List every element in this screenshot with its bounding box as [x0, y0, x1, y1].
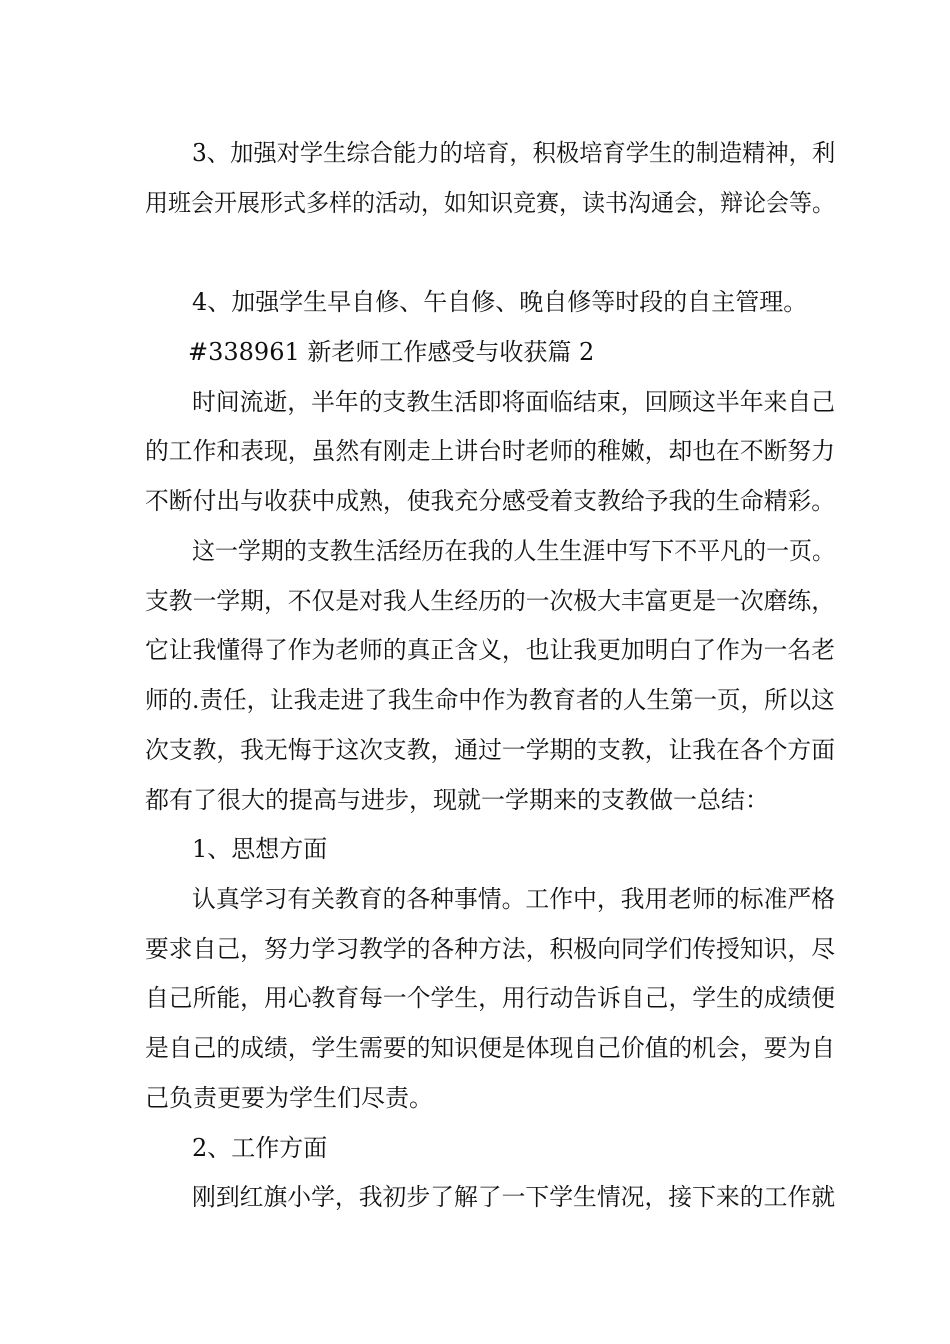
paragraph-line: 都有了很大的提高与进步，现就一学期来的支教做一总结：	[145, 786, 769, 814]
paragraph-line: 次支教，我无悔于这次支教，通过一学期的支教，让我在各个方面	[145, 736, 836, 764]
paragraph-line: 支教一学期，不仅是对我人生经历的一次极大丰富更是一次磨练，	[145, 587, 836, 615]
paragraph-line: 认真学习有关教育的各种事情。工作中，我用老师的标准严格	[192, 885, 836, 913]
paragraph-line: 它让我懂得了作为老师的真正含义，也让我更加明白了作为一名老	[145, 636, 836, 664]
paragraph-line: 时间流逝，半年的支教生活即将面临结束，回顾这半年来自己	[192, 388, 836, 416]
paragraph-line: 3、加强对学生综合能力的培育，积极培育学生的制造精神，利	[192, 139, 836, 167]
subsection-heading: 1、思想方面	[192, 835, 328, 863]
paragraph-line: 刚到红旗小学，我初步了解了一下学生情况，接下来的工作就	[192, 1183, 836, 1211]
paragraph-line: 自己所能，用心教育每一个学生，用行动告诉自己，学生的成绩便	[145, 984, 836, 1012]
subsection-heading: 2、工作方面	[192, 1134, 328, 1162]
paragraph-line: 要求自己，努力学习教学的各种方法，积极向同学们传授知识，尽	[145, 935, 836, 963]
paragraph-line: 的工作和表现，虽然有刚走上讲台时老师的稚嫩，却也在不断努力	[145, 437, 836, 465]
paragraph-line: 师的.责任，让我走进了我生命中作为教育者的人生第一页，所以这	[145, 686, 835, 714]
paragraph-line: 己负责更要为学生们尽责。	[145, 1084, 433, 1112]
paragraph-line: 4、加强学生早自修、午自修、晚自修等时段的自主管理。	[192, 288, 808, 316]
paragraph-line: 是自己的成绩，学生需要的知识便是体现自己价值的机会，要为自	[145, 1034, 836, 1062]
paragraph-line: 用班会开展形式多样的活动，如知识竞赛，读书沟通会，辩论会等。	[145, 189, 835, 217]
paragraph-line: 这一学期的支教生活经历在我的人生生涯中写下不平凡的一页。	[192, 537, 835, 565]
section-heading: #338961 新老师工作感受与收获篇 2	[188, 338, 595, 366]
paragraph-line: 不断付出与收获中成熟，使我充分感受着支教给予我的生命精彩。	[145, 487, 836, 515]
